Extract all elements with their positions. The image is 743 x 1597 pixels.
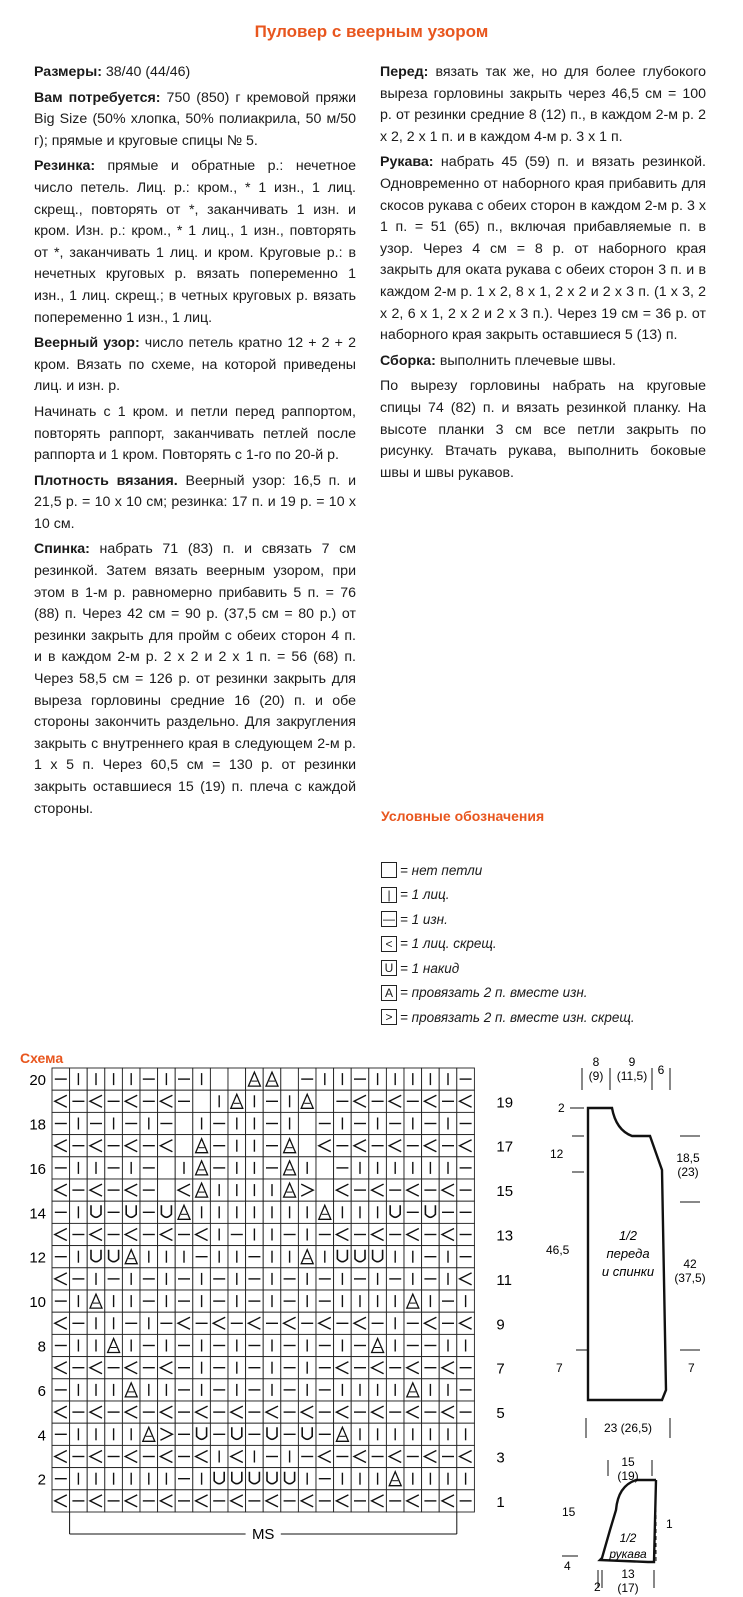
- right-paragraph: [380, 376, 706, 484]
- right-paragraph: [380, 62, 706, 148]
- sl-top-15: 15: [621, 1455, 635, 1469]
- fb-top-8: 8: [592, 1055, 600, 1069]
- right-paragraph-text: набрать 45 (59) п. и вязать резинкой. Одновременно от наборного края прибавить для скосов рукава с обеих сторон в каждом 2-м р. 3 х 1 п. = 51 (65) п., включая прибавляемые п. в узор. Через 4 см = 8 р. от наборного края закрыть для оката рукава с обеих сторон 3 п. и в каждом 2-м р. 1 х 2, 8 х 1, 2 х 2 и 2 х 3 п. (1 х 3, 2 х 2, 6 х 1, 2 х 2 и 2 х 3 п.). Через 19 см = 36 р. от наборного края закрыть оставшиеся 5 (13) п.: [380, 154, 706, 344]
- left-paragraph-text: число петель кратно 12 + 2 + 2 кром. Вязать по схеме, на которой приведены лиц. и изн. р.: [34, 335, 356, 395]
- empty-square-icon: [381, 862, 397, 878]
- yarn-over-icon: U: [381, 960, 397, 976]
- left-paragraph-text: 38/40 (44/46): [101, 64, 191, 80]
- left-paragraph: [34, 156, 356, 329]
- right-paragraph-text: По вырезу горловины набрать на круговые спицы 74 (82) п. и вязать резинкой планку. На высоте планки 3 см все петли закрыть по рисунку. Втачать рукава, выполнить боковые швы и швы рукавов.: [380, 378, 706, 481]
- legend-title: Условные обозначения: [381, 808, 545, 824]
- left-paragraph-label: Спинка:: [34, 541, 90, 558]
- right-column: [380, 62, 706, 488]
- row-number-right: 3: [496, 1449, 505, 1467]
- legend-item: [381, 932, 721, 957]
- crossed-knit-icon: <: [381, 936, 397, 952]
- left-paragraph-text: 750 (850) г кремовой пряжи Big Size (50% хлопка, 50% полиакрила, 50 м/50 г); прямые и круговые спицы № 5.: [34, 89, 356, 149]
- chart-cell: [298, 1135, 316, 1157]
- knit-icon: |: [381, 887, 397, 903]
- fb-top-6: 6: [657, 1063, 665, 1077]
- left-paragraph: [34, 539, 356, 820]
- chart-cell: [351, 1246, 369, 1268]
- left-paragraph-label: Резинка:: [34, 158, 96, 175]
- fb-left-465: 46,5: [546, 1243, 570, 1257]
- chart-cell: [228, 1423, 246, 1445]
- legend: [381, 858, 721, 1030]
- row-number-right: 11: [496, 1271, 512, 1289]
- left-paragraph: [34, 471, 356, 536]
- row-number-right: 17: [496, 1138, 514, 1156]
- sl-right-1: 1: [666, 1517, 673, 1531]
- fb-label-3: и спинки: [601, 1264, 655, 1279]
- left-paragraph-text: набрать 71 (83) п. и связать 7 см резинкой. Затем вязать веерным узором, при этом в 1-м р. равномерно прибавить 5 п. = 76 (88) п. Через 42 см = 90 р. (37,5 см = 80 р.) от резинки закрыть для пройм с обеих сторон 4 п. и в каждом 2-м р. 2 х 2 и 2 х 1 п. = 56 (68) п. Через 58,5 см = 126 р. от резинки закрыть для выреза горловины средние 16 (20) п. и обе стороны закончить раздельно. Для закругления закрыть с внутреннего края в следующем 2-м р. 1 х 5 п. Через 60,5 см = 130 р. от резинки закрыть оставшиеся 15 (19) п. плеча с каждой стороны.: [34, 541, 356, 817]
- row-number-left: 12: [29, 1249, 46, 1267]
- chart-cell: [334, 1246, 352, 1268]
- fb-label-2: переда: [606, 1246, 650, 1261]
- chart-cell: [228, 1068, 246, 1090]
- chart-cell: [316, 1157, 334, 1179]
- chart-cell: [175, 1135, 193, 1157]
- row-number-left: 14: [29, 1205, 46, 1223]
- right-paragraph-text: выполнить плечевые швы.: [435, 352, 616, 369]
- right-paragraph: [380, 351, 706, 373]
- legend-item: [381, 1005, 721, 1030]
- fb-top-115: (11,5): [616, 1069, 648, 1083]
- sl-bottom-13: 13: [621, 1567, 635, 1581]
- legend-item: [381, 883, 721, 908]
- legend-item: [381, 858, 721, 883]
- row-number-left: 4: [37, 1427, 46, 1445]
- sl-bottom-17: (17): [617, 1581, 639, 1595]
- row-number-left: 16: [29, 1160, 46, 1178]
- left-paragraph-label: Вам потребуется:: [34, 89, 161, 106]
- chart-cell: [175, 1112, 193, 1134]
- legend-item-text: = 1 лиц. скрещ.: [400, 936, 497, 952]
- chart-cell: [316, 1090, 334, 1112]
- chart-cell: [246, 1468, 264, 1490]
- sl-label-2: рукава: [609, 1547, 647, 1561]
- chart-cell: [281, 1068, 299, 1090]
- row-number-left: 10: [29, 1294, 46, 1312]
- row-number-right: 15: [496, 1183, 514, 1201]
- left-paragraph: [34, 62, 356, 84]
- fb-top-9: (9): [588, 1069, 604, 1083]
- chart-cell: [263, 1423, 281, 1445]
- sl-bottom-2: 2: [594, 1580, 601, 1594]
- right-paragraph-label: Перед:: [380, 64, 429, 80]
- row-number-left: 2: [37, 1471, 46, 1489]
- chart-cell: [298, 1423, 316, 1445]
- legend-item-text: = 1 лиц.: [400, 887, 450, 903]
- chart-cell: [369, 1246, 387, 1268]
- left-paragraph-text: Начинать с 1 кром. и петли перед раппортом, повторять раппорт, заканчивать петлей после раппорта и 1 кром. Повторять с 1-го по 20-й р.: [34, 403, 356, 464]
- row-number-right: 5: [496, 1405, 505, 1423]
- chart-cell: [158, 1157, 176, 1179]
- chart-cell: [193, 1423, 211, 1445]
- chart-cell: [422, 1201, 440, 1223]
- fb-bottom-right-7: 7: [688, 1361, 695, 1375]
- chart-cell: [386, 1201, 404, 1223]
- row-number-right: 1: [496, 1493, 505, 1511]
- row-number-left: 6: [37, 1382, 46, 1400]
- chart-cell: [193, 1090, 211, 1112]
- chart-cell: [210, 1068, 228, 1090]
- right-paragraph-text: вязать так же, но для более глубокого выреза горловины закрыть через 46,5 см = 100 р. от резинки средние 8 (12) п., в каждом 2-м р. 2 х 2, 2 х 1 п. и в каждом 4-м р. 3 х 1 п.: [380, 64, 706, 145]
- sl-left-4: 4: [564, 1559, 571, 1573]
- purl-icon: —: [383, 912, 395, 927]
- left-paragraph: [34, 333, 356, 398]
- row-number-right: 9: [496, 1316, 505, 1334]
- fb-left-2: 2: [558, 1101, 565, 1115]
- chart-cell: [210, 1468, 228, 1490]
- row-number-right: 19: [496, 1094, 514, 1112]
- row-number-left: 8: [37, 1338, 46, 1356]
- fb-right-23: (23): [677, 1165, 699, 1179]
- right-paragraph-label: Сборка:: [380, 352, 436, 369]
- fb-label-1: 1/2: [618, 1228, 638, 1243]
- right-paragraph: [380, 152, 706, 346]
- left-paragraph-text: прямые и обратные р.: нечетное число петель. Лиц. р.: кром., * 1 изн., 1 лиц. скрещ., повторять от *, заканчивать 1 изн. и кром. Изн. р.: кром., * 1 лиц., 1 изн., повторять от *, заканчивать 1 лиц. и кром. Круговые р.: в нечетных круговых р. вязать попеременно 1 изн., 1 лиц. скрещ.; в четных круговых р. вязать попеременно 1 изн., 1 лиц.: [34, 158, 356, 326]
- left-paragraph-label: Плотность вязания.: [34, 472, 178, 489]
- left-paragraph: [34, 88, 356, 153]
- legend-item: [381, 981, 721, 1006]
- right-paragraph-label: Рукава:: [380, 154, 434, 171]
- chart-cell: [158, 1179, 176, 1201]
- chart-cell: [228, 1468, 246, 1490]
- chart-cell: [263, 1468, 281, 1490]
- scheme-title: Схема: [20, 1050, 64, 1066]
- chart-cell: [105, 1246, 123, 1268]
- fb-right-185: 18,5: [676, 1151, 700, 1165]
- chart-cell: [87, 1201, 105, 1223]
- legend-item-text: = нет петли: [400, 862, 483, 878]
- row-number-right: 13: [496, 1227, 514, 1245]
- legend-item-text: = провязать 2 п. вместе изн. скрещ.: [400, 1009, 635, 1025]
- row-number-right: 7: [496, 1360, 505, 1378]
- legend-item-text: = провязать 2 п. вместе изн.: [400, 985, 588, 1001]
- chart-cell: [298, 1112, 316, 1134]
- row-number-left: 20: [29, 1072, 46, 1090]
- chart-cell: [87, 1246, 105, 1268]
- left-paragraph-label: Веерный узор:: [34, 335, 140, 352]
- fb-right-375: (37,5): [674, 1271, 706, 1285]
- fb-right-42: 42: [683, 1257, 697, 1271]
- left-paragraph-text: Веерный узор: 16,5 п. и 21,5 р. = 10 х 10 см; резинка: 17 п. и 19 р. = 10 х 10 см.: [34, 472, 357, 532]
- purl-two-together-crossed-icon: >: [381, 1009, 397, 1025]
- purl-two-together-icon: A: [381, 985, 397, 1001]
- row-number-left: 18: [29, 1116, 46, 1134]
- legend-item: [381, 956, 721, 981]
- left-paragraph: [34, 402, 356, 467]
- fb-bottom-left-7: 7: [556, 1361, 563, 1375]
- chart-cell: [158, 1201, 176, 1223]
- sl-top-19: (19): [617, 1469, 639, 1483]
- chart-cell: [281, 1468, 299, 1490]
- pattern-schematic: [540, 1040, 740, 1595]
- knitting-chart: [0, 1060, 530, 1580]
- sl-label-1: 1/2: [619, 1531, 637, 1545]
- left-paragraph-label: Размеры:: [34, 64, 102, 80]
- fb-left-12: 12: [550, 1147, 564, 1161]
- legend-item: [381, 907, 721, 932]
- sl-left-15: 15: [562, 1505, 576, 1519]
- left-column: [34, 62, 356, 824]
- fb-bottom-width: 23 (26,5): [603, 1421, 653, 1435]
- chart-cell: [316, 1179, 334, 1201]
- chart-cell: [122, 1201, 140, 1223]
- legend-item-text: = 1 накид: [400, 960, 460, 976]
- page-title: Пуловер с веерным узором: [254, 22, 489, 41]
- legend-item-text: = 1 изн.: [400, 911, 448, 927]
- repeat-label: MS: [251, 1526, 275, 1543]
- fb-top-9b: 9: [628, 1055, 636, 1069]
